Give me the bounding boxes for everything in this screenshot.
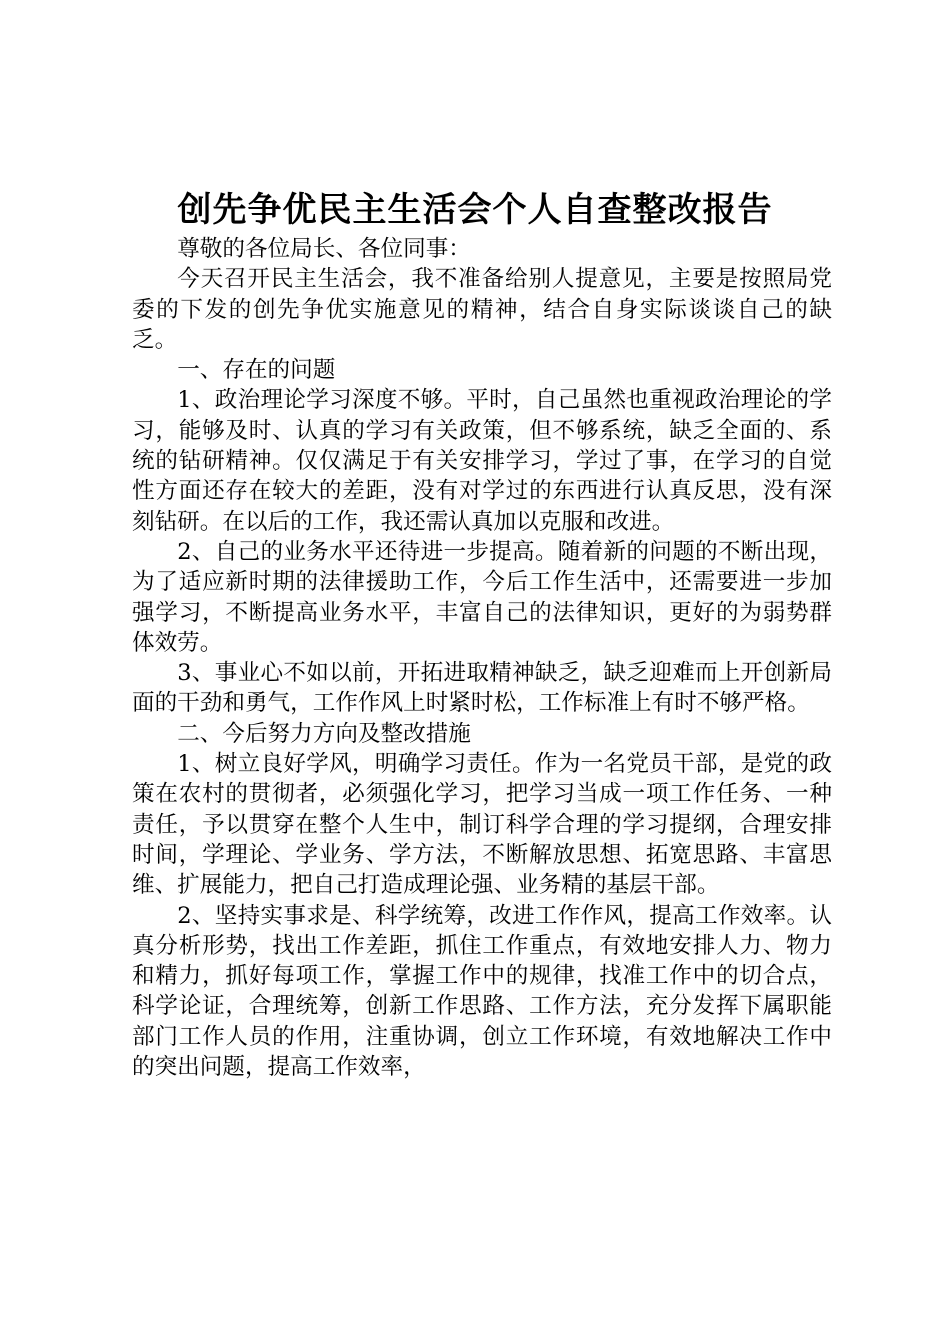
measure-item-2: 2、坚持实事求是、科学统筹，改进工作作风，提高工作效率。认真分析形势，找出工作差距，抓住工作重点，有效地安排人力、物力和精力，抓好每项工作，掌握工作中的规律，找准工作中的切合点，科学论证，合理统筹，创新工作思路、工作方法，充分发挥下属职能部门工作人员的作用，注重协调，创立工作环境，有效地解决工作中的突出问题，提高工作效率，	[132, 902, 832, 1081]
problem-item-3: 3、事业心不如以前，开拓进取精神缺乏，缺乏迎难而上开创新局面的干劲和勇气，工作作风上时紧时松，工作标准上有时不够严格。	[132, 660, 832, 717]
section-heading-problems: 一、存在的问题	[177, 357, 336, 384]
problem-item-1: 1、政治理论学习深度不够。平时，自己虽然也重视政治理论的学习，能够及时、认真的学习有关政策，但不够系统，缺乏全面的、系统的钻研精神。仅仅满足于有关安排学习，学过了事，在学习的自觉性方面还存在较大的差距，没有对学过的东西进行认真反思，没有深刻钻研。在以后的工作，我还需认真加以克服和改进。	[132, 387, 832, 535]
problem-item-2: 2、自己的业务水平还待进一步提高。随着新的问题的不断出现，为了适应新时期的法律援助工作，今后工作生活中，还需要进一步加强学习，不断提高业务水平，丰富自己的法律知识，更好的为弱势群体效劳。	[132, 538, 832, 656]
measure-item-1: 1、树立良好学风，明确学习责任。作为一名党员干部，是党的政策在农村的贯彻者，必须强化学习，把学习当成一项工作任务、一种责任，予以贯穿在整个人生中，制订科学合理的学习提纲，合理安排时间，学理论、学业务、学方法，不断解放思想、拓宽思路、丰富思维、扩展能力，把自己打造成理论强、业务精的基层干部。	[132, 751, 832, 899]
intro-paragraph: 今天召开民主生活会，我不准备给别人提意见，主要是按照局党委的下发的创先争优实施意见的精神，结合自身实际谈谈自己的缺乏。	[132, 266, 832, 353]
document-title: 创先争优民主生活会个人自查整改报告	[177, 190, 773, 230]
salutation-paragraph: 尊敬的各位局长、各位同事：	[177, 236, 471, 262]
section-heading-measures: 二、今后努力方向及整改措施	[177, 720, 471, 747]
document-body	[132, 234, 832, 1082]
